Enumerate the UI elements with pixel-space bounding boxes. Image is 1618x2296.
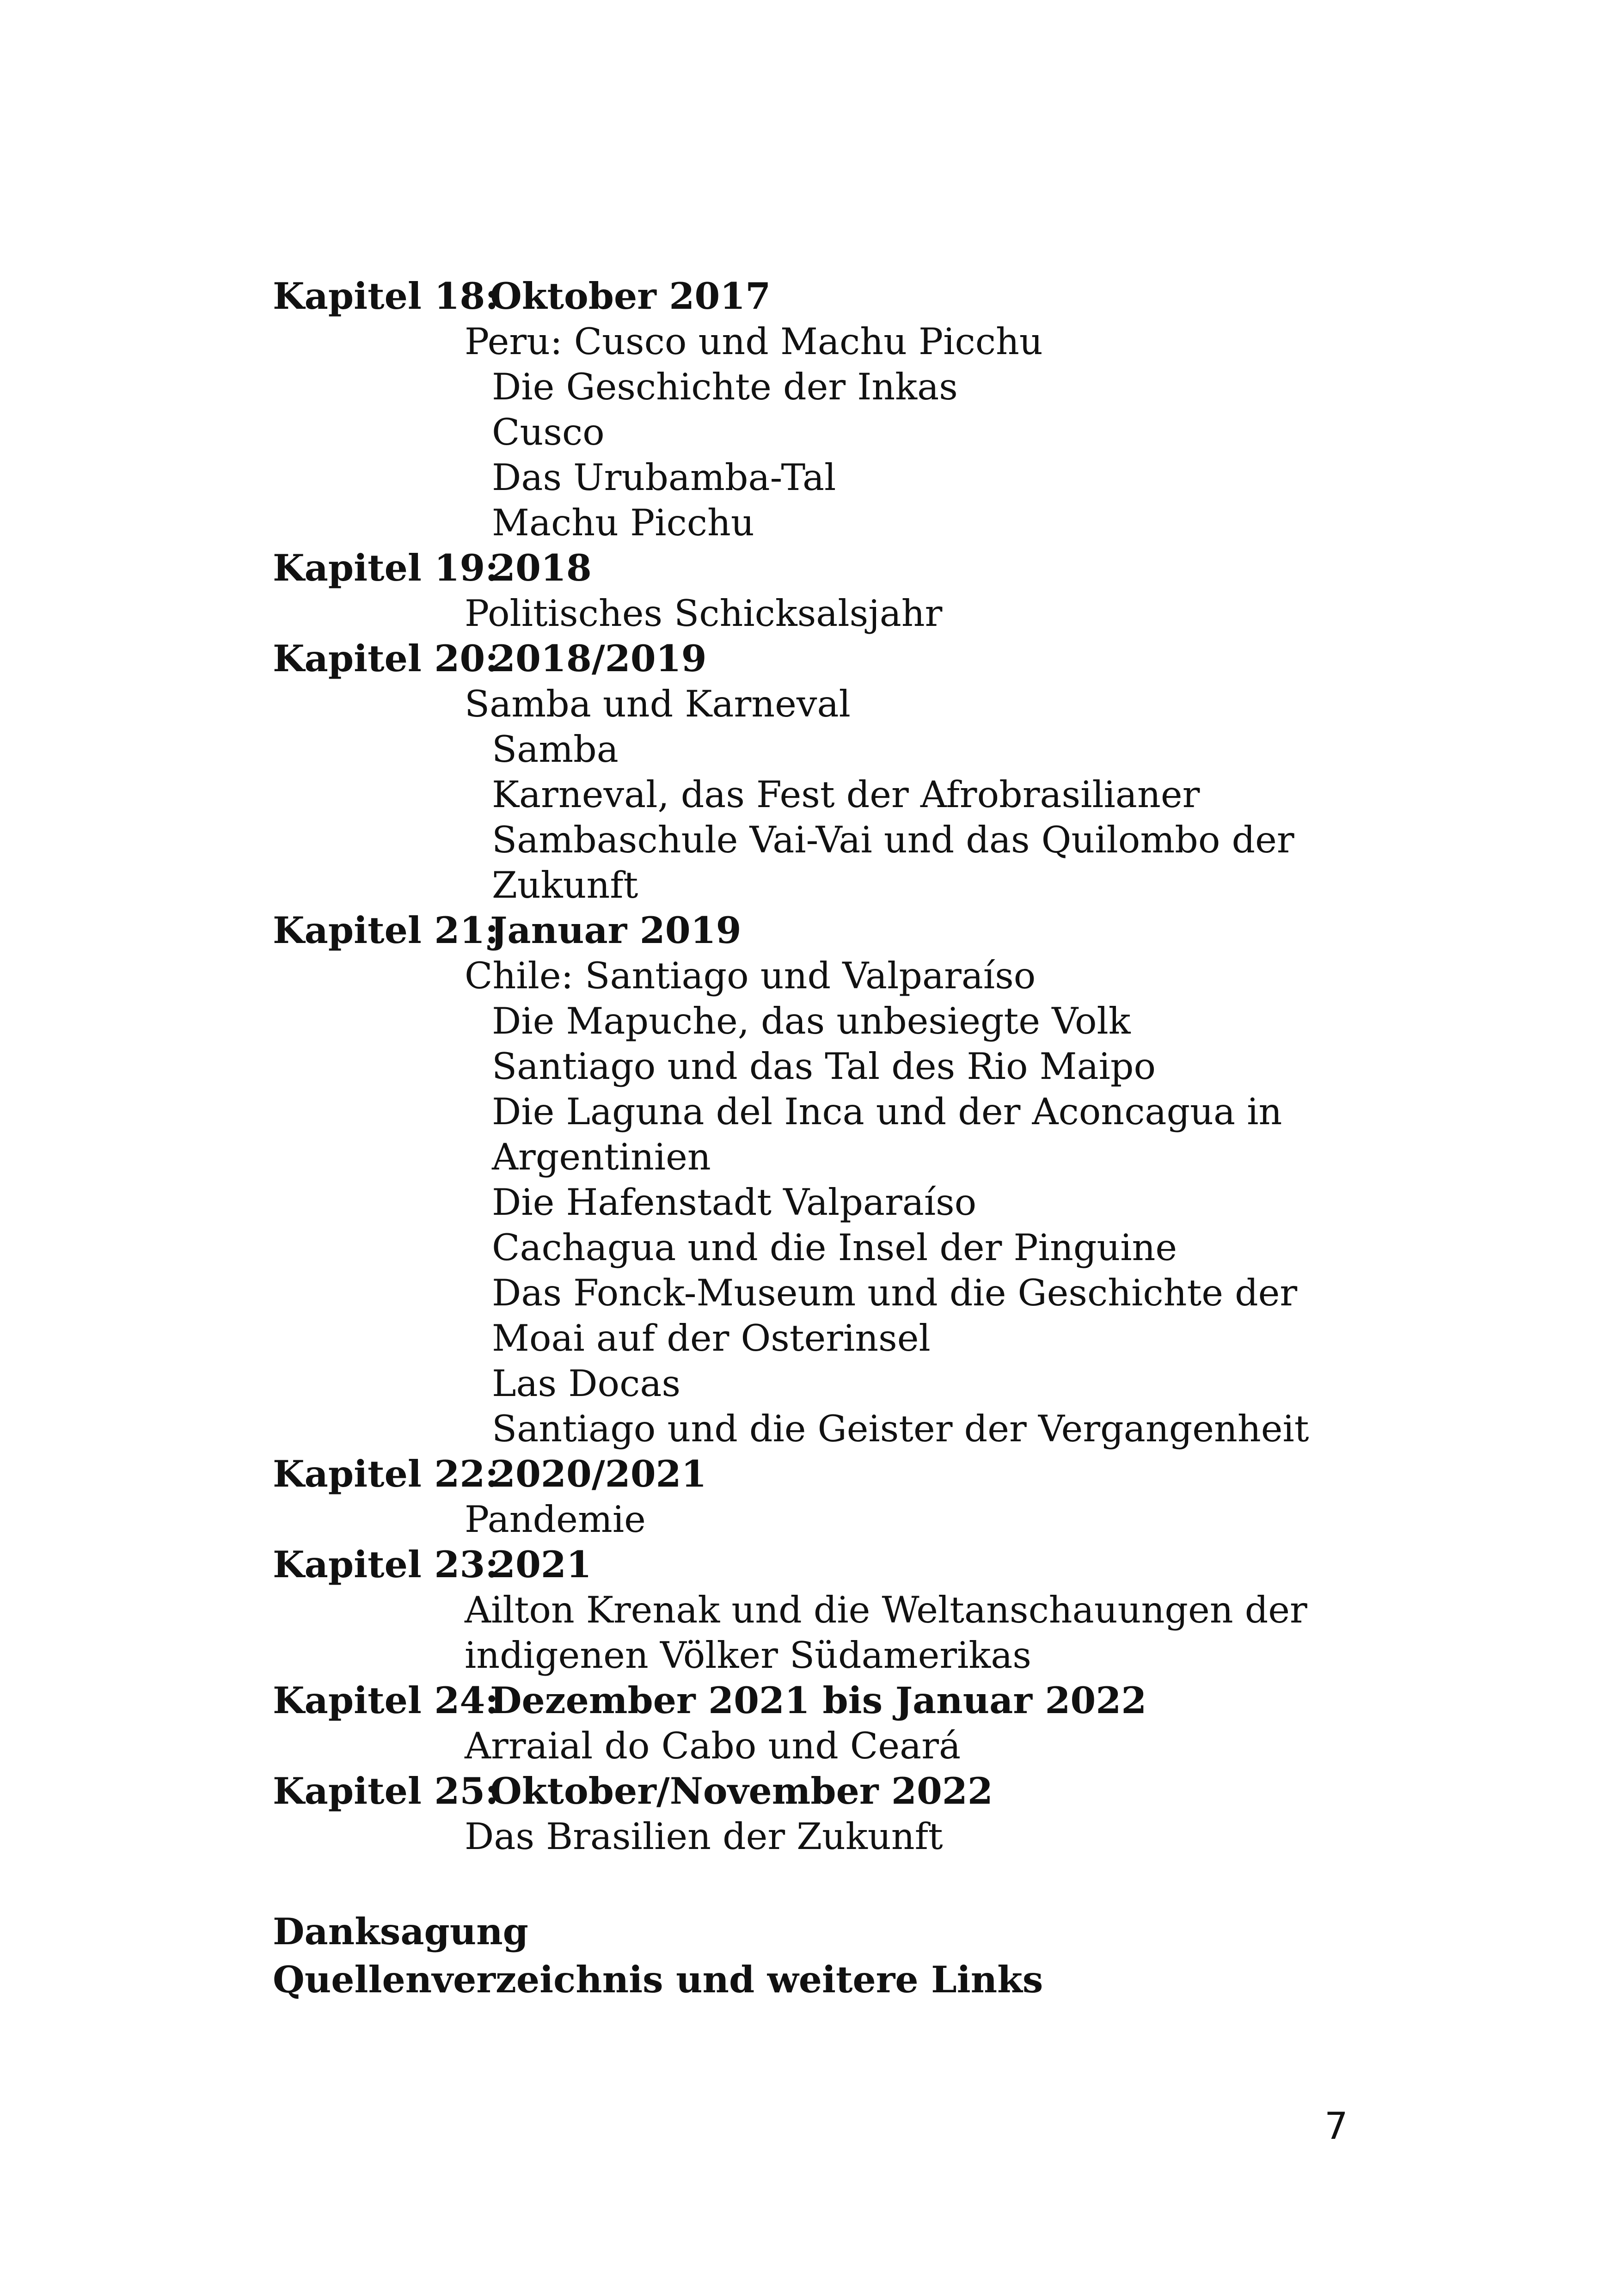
section-entry: Santiago und die Geister der Vergangenheit — [492, 1408, 1309, 1450]
chapter-heading — [273, 1769, 1521, 1814]
section-entry: Karneval, das Fest der Afrobrasilianer — [492, 773, 1200, 816]
section-entry: Cusco — [492, 411, 605, 453]
section-entry: Das Urubamba-Tal — [492, 456, 836, 499]
chapter-label: Kapitel 19: — [273, 546, 499, 589]
section-entry: Die Laguna del Inca und der Aconcagua in — [492, 1090, 1282, 1133]
chapter-topic: Arraial do Cabo und Ceará — [465, 1725, 961, 1767]
chapter-topic: Ailton Krenak und die Weltanschauungen der — [465, 1589, 1307, 1631]
page-number: 7 — [1324, 2105, 1348, 2148]
section-entry: Machu Picchu — [492, 502, 754, 544]
chapter-date: 2018/2019 — [490, 637, 707, 680]
section-entry: Das Fonck-Museum und die Geschichte der — [492, 1272, 1298, 1314]
chapter-date: 2018 — [490, 546, 592, 589]
chapter-label: Kapitel 21: — [273, 909, 499, 952]
section-entry: Cachagua und die Insel der Pinguine — [492, 1226, 1177, 1269]
chapter-topic: Chile: Santiago und Valparaíso — [465, 955, 1036, 997]
section-entry: Die Mapuche, das unbesiegte Volk — [492, 1000, 1131, 1042]
section-entry: Die Geschichte der Inkas — [492, 366, 958, 408]
sources-entry: Quellenverzeichnis und weitere Links — [273, 1958, 1043, 2001]
section-entry: Samba — [492, 728, 619, 771]
chapter-date: Oktober 2017 — [490, 275, 771, 318]
acknowledgements-entry: Danksagung — [273, 1910, 528, 1953]
chapter-label: Kapitel 18: — [273, 275, 499, 318]
chapter-heading — [273, 636, 1521, 681]
section-entry: Santiago und das Tal des Rio Maipo — [492, 1045, 1156, 1088]
chapter-heading — [273, 1451, 1521, 1497]
chapter-label: Kapitel 20: — [273, 637, 499, 680]
chapter-heading — [273, 908, 1521, 953]
section-entry: Zukunft — [492, 864, 638, 906]
chapter-topic-continued: indigenen Völker Südamerikas — [465, 1634, 1031, 1677]
chapter-date: 2021 — [490, 1543, 592, 1586]
chapter-heading — [273, 274, 1521, 319]
chapter-topic: Samba und Karneval — [465, 683, 851, 725]
section-entry: Las Docas — [492, 1362, 680, 1405]
section-entry: Die Hafenstadt Valparaíso — [492, 1181, 977, 1224]
chapter-label: Kapitel 24: — [273, 1679, 499, 1722]
chapter-heading — [273, 1542, 1521, 1587]
chapter-date: Oktober/November 2022 — [490, 1769, 993, 1812]
section-entry: Sambaschule Vai-Vai und das Quilombo der — [492, 819, 1294, 861]
chapter-heading — [273, 1678, 1521, 1723]
section-spacer — [273, 1859, 1521, 1909]
chapter-label: Kapitel 25: — [273, 1769, 499, 1812]
chapter-topic: Peru: Cusco und Machu Picchu — [465, 320, 1043, 363]
section-entry: Argentinien — [492, 1136, 711, 1178]
chapter-heading — [273, 545, 1521, 591]
chapter-label: Kapitel 22: — [273, 1452, 499, 1495]
chapter-topic: Pandemie — [465, 1498, 646, 1541]
chapter-topic: Politisches Schicksalsjahr — [465, 592, 943, 635]
chapter-date: Januar 2019 — [490, 909, 742, 952]
chapter-date: 2020/2021 — [490, 1452, 707, 1495]
section-entry: Moai auf der Osterinsel — [492, 1317, 931, 1359]
chapter-topic: Das Brasilien der Zukunft — [465, 1815, 943, 1858]
table-of-contents — [273, 274, 1521, 2005]
chapter-date: Dezember 2021 bis Januar 2022 — [490, 1679, 1147, 1722]
chapter-label: Kapitel 23: — [273, 1543, 499, 1586]
